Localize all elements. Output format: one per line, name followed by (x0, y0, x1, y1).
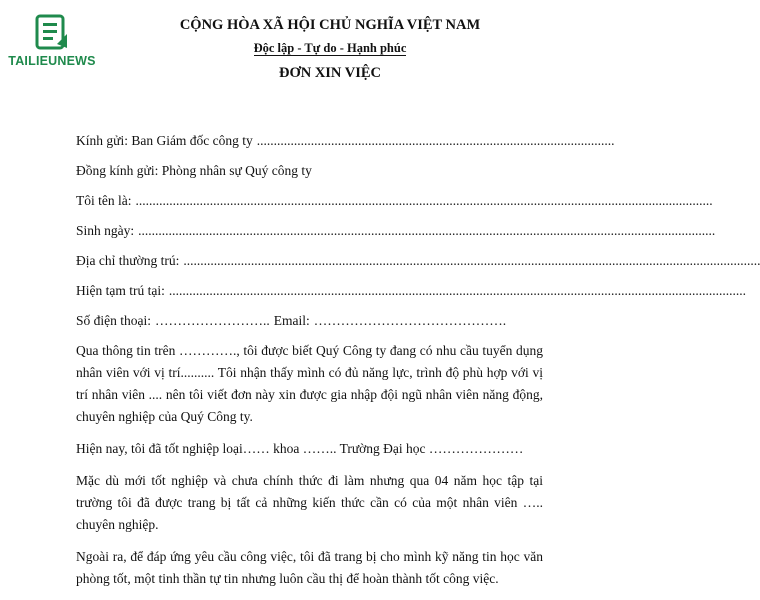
field-label: Đồng kính gửi: Phòng nhân sự Quý công ty (76, 163, 312, 178)
field-ten (76, 190, 713, 212)
field-dong-kinh-gui (76, 160, 543, 182)
dotted-fill: ........................................................................................................................................................................... (168, 283, 746, 298)
dotted-fill: ........................................................................................................................................................................... (183, 253, 760, 268)
paragraph-education: Hiện nay, tôi đã tốt nghiệp loại…… khoa …….. Trường Đại học ………………… (76, 441, 524, 456)
field-phone-email (76, 310, 543, 332)
motto (120, 40, 540, 56)
field-tam-tru (76, 280, 746, 302)
email-dots: ……………………………………. (313, 313, 507, 328)
document-icon (35, 14, 69, 52)
dotted-fill: ........................................................................................................................................................................... (135, 193, 713, 208)
field-sinh-ngay (76, 220, 716, 242)
dotted-fill: ........................................................................................................................................................................... (138, 223, 716, 238)
document-header (120, 16, 540, 82)
paragraph-intro: Qua thông tin trên …………., tôi được biết Quý Công ty đang có nhu cầu tuyển dụng nhân viên với vị trí.......... Tôi nhận thấy mình có đủ năng lực, trình độ phù hợp với vị trí nhân viên .... nên tôi viết đơn này xin được gia nhập đội ngũ nhân viên năng động, chuyên nghiệp của Quý Công ty. (76, 343, 543, 424)
email-label: Email: (273, 313, 310, 328)
phone-label: Số điện thoại: (76, 313, 151, 328)
logo (4, 14, 100, 68)
motto-text: Độc lập - Tự do - Hạnh phúc (253, 41, 407, 55)
field-kinh-gui (76, 130, 615, 152)
document-body (76, 130, 760, 590)
paragraph-skills: Ngoài ra, để đáp ứng yêu cầu công việc, tôi đã trang bị cho mình kỹ năng tin học văn phòng tốt, một tinh thần tự tin nhưng luôn cầu thị để hoàn thành tốt công việc. (76, 549, 543, 586)
phone-dots: …………………….. (155, 313, 270, 328)
dotted-fill: .......................................................................................................... (256, 133, 615, 148)
field-label: Sinh ngày: (76, 223, 135, 238)
paragraph-experience: Mặc dù mới tốt nghiệp và chưa chính thức đi làm nhưng qua 04 năm học tập tại trường tôi đã được trang bị tất cả những kiến thức cần có của một nhân viên ….. chuyên nghiệp. (76, 473, 543, 532)
field-dia-chi (76, 250, 760, 272)
nation-title: CỘNG HÒA XÃ HỘI CHỦ NGHĨA VIỆT NAM (179, 17, 481, 33)
document-title: ĐƠN XIN VIỆC (278, 65, 382, 81)
field-label: Tôi tên là: (76, 193, 132, 208)
field-label: Hiện tạm trú tại: (76, 283, 165, 298)
field-label: Địa chỉ thường trú: (76, 253, 180, 268)
logo-text: TAILIEUNEWS (8, 54, 96, 68)
field-label: Kính gửi: Ban Giám đốc công ty (76, 133, 253, 148)
